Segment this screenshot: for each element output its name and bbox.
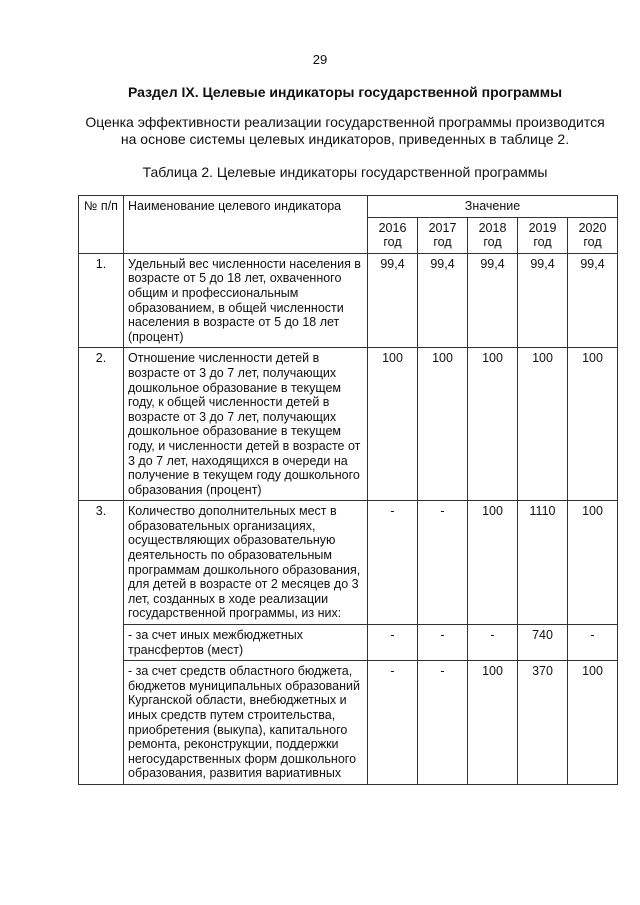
value-2016: - <box>368 661 418 785</box>
column-header-num: № п/п <box>79 196 124 254</box>
value-2016: - <box>368 501 418 625</box>
page-number: 29 <box>312 52 328 67</box>
year-label: 2017 <box>428 220 457 235</box>
column-header-values: Значение <box>368 196 618 218</box>
value-2016: 99,4 <box>368 253 418 348</box>
indicator-name: Количество дополнительных мест в образовательных организациях, осуществляющих образовательную деятельность по образовательным программам дошкольного образования, для детей в возрасте от 2 месяцев до 3 лет, созданных в ходе реализации государственной программы, из них: <box>124 501 368 625</box>
value-2017: - <box>418 625 468 661</box>
indicator-name: - за счет иных межбюджетных трансфертов (мест) <box>124 625 368 661</box>
table-row <box>79 501 618 625</box>
year-header <box>418 217 468 253</box>
row-number: 1. <box>79 253 124 348</box>
table-row <box>79 348 618 501</box>
table-caption: Таблица 2. Целевые индикаторы государственной программы <box>142 164 548 180</box>
year-header <box>468 217 518 253</box>
row-number: 3. <box>79 501 124 785</box>
table-row <box>79 253 618 348</box>
table-subrow <box>79 625 618 661</box>
year-unit: год <box>383 235 402 250</box>
year-unit: год <box>483 235 502 250</box>
value-2016: 100 <box>368 348 418 501</box>
value-2020: 100 <box>568 348 618 501</box>
value-2020: 99,4 <box>568 253 618 348</box>
year-unit: год <box>533 235 552 250</box>
row-number: 2. <box>79 348 124 501</box>
value-2017: 100 <box>418 348 468 501</box>
indicator-name: Отношение численности детей в возрасте от 3 до 7 лет, получающих дошкольное образование в текущем году, к общей численности детей в возрасте от 3 до 7 лет, получающих дошкольное образование в текущем году, и численности детей в возрасте от 3 до 7 лет, находящихся в очереди на получение в текущем году дошкольного образования (процент) <box>124 348 368 501</box>
value-2017: - <box>418 661 468 785</box>
year-unit: год <box>583 235 602 250</box>
value-2020: 100 <box>568 501 618 625</box>
year-label: 2020 <box>578 220 607 235</box>
value-2016: - <box>368 625 418 661</box>
table-subrow <box>79 661 618 785</box>
table-header-row <box>79 196 618 218</box>
indicator-name: Удельный вес численности населения в возрасте от 5 до 18 лет, охваченного общим и профессиональным образованием, в общей численности населения в возрасте от 5 до 18 лет (процент) <box>124 253 368 348</box>
value-2019: 740 <box>518 625 568 661</box>
value-2017: 99,4 <box>418 253 468 348</box>
indicators-table <box>78 195 618 785</box>
column-header-name: Наименование целевого индикатора <box>124 196 368 254</box>
year-unit: год <box>433 235 452 250</box>
value-2017: - <box>418 501 468 625</box>
value-2019: 1110 <box>518 501 568 625</box>
section-title: Раздел IX. Целевые индикаторы государственной программы <box>127 84 563 100</box>
value-2018: 100 <box>468 661 518 785</box>
intro-line: на основе системы целевых индикаторов, приведенных в таблице 2. <box>120 131 570 147</box>
value-2019: 370 <box>518 661 568 785</box>
year-label: 2019 <box>528 220 557 235</box>
intro-paragraph <box>80 114 610 148</box>
value-2018: 100 <box>468 348 518 501</box>
value-2020: - <box>568 625 618 661</box>
intro-line: Оценка эффективности реализации государственной программы производится <box>85 114 605 130</box>
value-2019: 99,4 <box>518 253 568 348</box>
value-2020: 100 <box>568 661 618 785</box>
year-header <box>568 217 618 253</box>
year-header <box>518 217 568 253</box>
value-2018: 99,4 <box>468 253 518 348</box>
year-label: 2016 <box>378 220 407 235</box>
value-2018: - <box>468 625 518 661</box>
year-header <box>368 217 418 253</box>
value-2019: 100 <box>518 348 568 501</box>
indicator-name: - за счет средств областного бюджета, бюджетов муниципальных образований Курганской области, внебюджетных и иных средств путем строительства, приобретения (выкупа), капитального ремонта, реконструкции, поддержки негосударственных форм дошкольного образования, развития вариативных <box>124 661 368 785</box>
value-2018: 100 <box>468 501 518 625</box>
year-label: 2018 <box>478 220 507 235</box>
